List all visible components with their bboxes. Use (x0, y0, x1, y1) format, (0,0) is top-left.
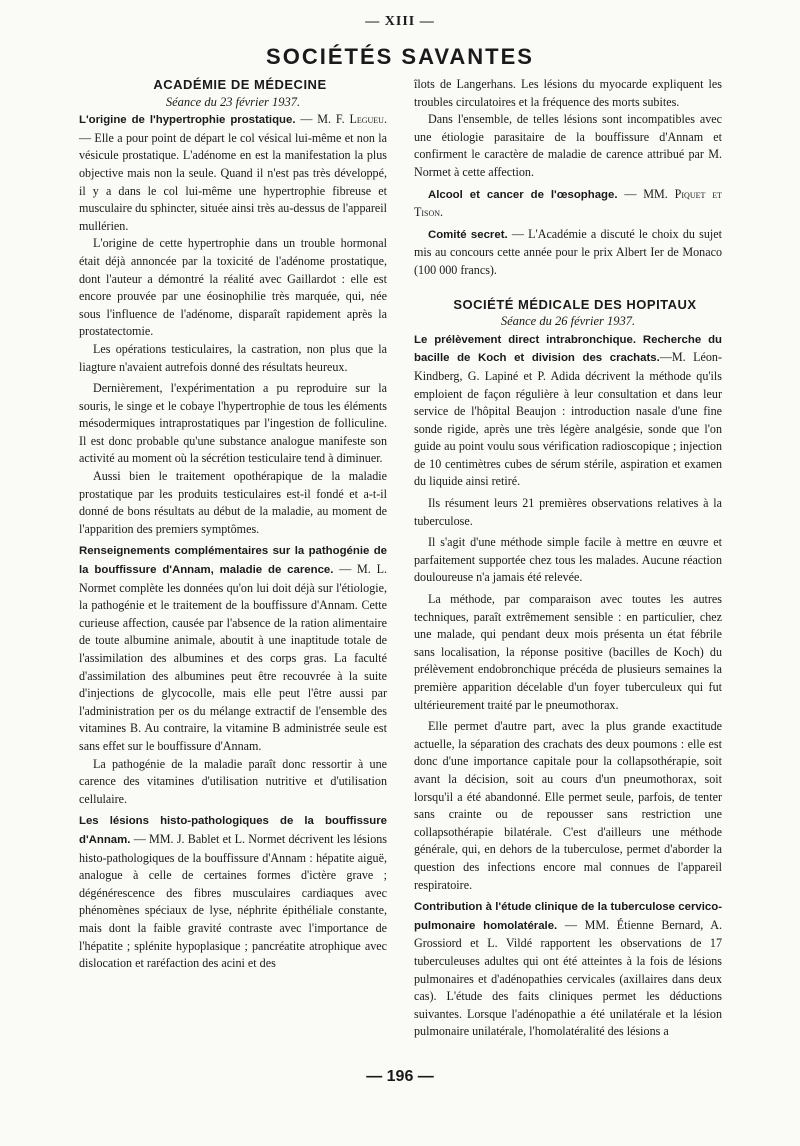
article-heading: Renseignements complémentaires sur la pathogénie de la bouffissure d'Annam, maladie de carence. (79, 545, 387, 577)
article-paragraph: Ils résument leurs 21 premières observations relatives à la tuberculose. (414, 496, 722, 528)
article-paragraph: Dernièrement, l'expérimentation a pu reproduire sur la souris, le singe et le cobaye l'hypertrophie de tous les éléments mésodermiques intraprostatiques par l'ingestion de folliculine. Il est donc probable qu'une substance analogue manifeste son activité au moment où la sécrétion testiculaire tend à diminuer. (79, 381, 387, 466)
article-paragraph: Les opérations testiculaires, la castration, non plus que la liagture n'avaient autrefois donné des résultats heureux. (79, 341, 387, 374)
article-author: — M. F. Legueu. (300, 112, 387, 127)
page-number: — 196 — (366, 1068, 434, 1085)
article-paragraph: La pathogénie de la maladie paraît donc ressortir à une carence des vitamines d'utilisation nutritive et d'utilisation cellulaire. (79, 756, 387, 806)
article-paragraph (414, 186, 722, 222)
section-title-academie: ACADÉMIE DE MÉDECINE (153, 77, 327, 92)
page-roman-numeral: — XIII — (365, 14, 435, 29)
article-paragraph: Comité secret. — L'Académie a discuté le choix du sujet mis au concours cette année pour le prix Albert Ier de Monaco (100 000 francs). (414, 226, 722, 277)
article-paragraph: Les lésions histo-pathologiques de la bouffissure d'Annam. — MM. J. Bablet et L. Normet décrivent les lésions histo-pathologiques de la bouffissure d'Annam : hépatite aiguë, analogue à celle de certaines formes d'ictère grave ; dégénérescence des fibres musculaires cardiaques avec phénomènes spéciaux de lyse, néphrite épithéliale constante, mais dont la faible gravité contraste avec l'importance de l'hépatite ; splénite hypoplasique ; pancréatite atrophique avec dislocation et raréfaction des acini et des (79, 815, 387, 971)
article-heading: L'origine de l'hypertrophie prostatique. (79, 114, 296, 127)
article-heading: Contribution à l'étude clinique de la tuberculose cervico-pulmonaire homolatérale. (414, 901, 722, 932)
page-title: SOCIÉTÉS SAVANTES (266, 44, 534, 69)
session-date: Séance du 23 février 1937. (165, 94, 301, 109)
article-paragraph: Renseignements complémentaires sur la pathogénie de la bouffissure d'Annam, maladie de carence. — M. L. Normet complète les données qu'on lui doit déjà sur l'étiologie, la pathogénie et le traitement de la bouffissure d'Annam. Cette curieuse affection, causée par l'absence de la ration alimentaire de toute albumine animale, aboutit à une inaptitude totale de l'assimilation des albumines et des corps gras. La faculté d'assimilation des albumines peut être recouvrée à la suite d'injections de glycocolle, mais elle peut l'être aussi par l'administration per os du mélange extractif de l'ensemble des vitamines B. Au contraire, la vitamine B administrée seule est sans effet sur le bouffissure d'Annam. (79, 545, 387, 753)
article-paragraph: Contribution à l'étude clinique de la tuberculose cervico-pulmonaire homolatérale. — MM. Étienne Bernard, A. Grossiord et L. Vildé rapportent les observations de 17 tuberculeuses adultes qui ont été atteintes à la fois de lésions pulmonaires et d'adénopathies cervicales (axillaires dans deux cas). L'étude des faits cliniques permet les déductions suivantes. Lorsque l'adénopathie a été unilatérale et la lésion pulmonaire unilatérale, l'homolatéralité des lésions a (414, 901, 723, 1039)
article-paragraph: La méthode, par comparaison avec toutes les autres techniques, paraît extrêmement sensible : en particulier, chez une malade, qui pendant deux mois présenta un état fébrile sans localisation, la réponse positive (bacilles de Koch) du prélèvement endobronchique précéda de plusieurs semaines la première apparition décelable d'un foyer tuberculeux qui fut ultérieurement traité par le pneumothorax. (414, 592, 722, 712)
article-paragraph: Dans l'ensemble, de telles lésions sont incompatibles avec une étiologie parasitaire de la bouffissure d'Annam et confirment le caractère de maladie de carence attribué par M. Normet à cette affection. (414, 112, 722, 179)
article-paragraph: L'origine de l'hypertrophie prostatique. — M. F. Legueu. — Elle a pour point de départ le col vésical lui-même et non la vésicule prostatique. L'adénome en est la manifestation la plus objective mais non la seule. Quand il n'est pas très développé, il y a dans le col lui-même une hypertrophie fibreuse et musculaire du sphincter, située ainsi très au-dessus de l'appareil mullérien. (79, 112, 387, 233)
article-heading: Les lésions histo-pathologiques de la bouffissure d'Annam. (79, 815, 387, 846)
left-column (79, 76, 387, 973)
article-paragraph: L'origine de cette hypertrophie dans un trouble hormonal était déjà annoncée par la toxicité de l'adénome prostatique, dont l'auteur a démontré la réalité avec Gaillardot : elle est encore prouvée par une éosinophilie très marquée, qui, née sous l'influence de l'adénome, disparaît rapidement après la prostatectomie. (79, 236, 387, 339)
article-heading: Comité secret. (428, 228, 508, 241)
section-title-societe: SOCIÉTÉ MÉDICALE DES HOPITAUX (453, 296, 697, 312)
article-heading: Le prélèvement direct intrabronchique. Recherche du bacille de Koch et division des crachats. (414, 333, 722, 365)
article-paragraph: Elle permet d'autre part, avec la plus grande exactitude actuelle, la séparation des crachats des deux poumons : elle est donc d'une importance capitale pour la collapsothérapie, soit avant la décision, soit au cours d'un pneumothorax, soit lorsqu'il a été abandonné. Elle permet seule, parfois, de tenter sans crainte ou de repousser sans restriction une collapsothérapie bilatérale. C'est d'ailleurs une méthode générale, qui, en dehors de la tuberculose, permet d'aborder la question des infections encore mal connues de l'appareil respiratoire. (414, 719, 722, 892)
article-paragraph: Le prélèvement direct intrabronchique. Recherche du bacille de Koch et division des crachats.—M. Léon-Kindberg, G. Lapiné et P. Adida décrivent la méthode qu'ils emploient de façon régulière à leur consultation et dans leur service de l'hôpital Beaujon : introduction nasale d'une fine sonde rigide, après une très légère analgésie, sonde que l'on guide au point voulu sous vérification radioscopique ; injection de 10 centimètres cubes de sérum stérile, aspiration et examen du liquide ainsi retiré. (414, 333, 722, 489)
article-author: — MM. Piquet et Tison. (414, 186, 722, 220)
article-paragraph: Il s'agit d'une méthode simple facile à mettre en œuvre et parfaitement supportée chez tous les malades. Aucune réaction douloureuse n'a jamais été relevée. (414, 535, 722, 585)
article-paragraph: Aussi bien le traitement opothérapique de la maladie prostatique par les produits testiculaires est-il fondé et a-t-il donné de bons résultats au début de la maladie, au moment de l'apparition des premiers symptômes. (79, 469, 387, 536)
article-paragraph: îlots de Langerhans. Les lésions du myocarde expliquent les troubles circulatoires et la fréquence des morts subites. (414, 77, 722, 109)
article-heading: Alcool et cancer de l'œsophage. (428, 188, 618, 201)
right-column (414, 76, 722, 1041)
session-date: Séance du 26 février 1937. (500, 314, 636, 329)
